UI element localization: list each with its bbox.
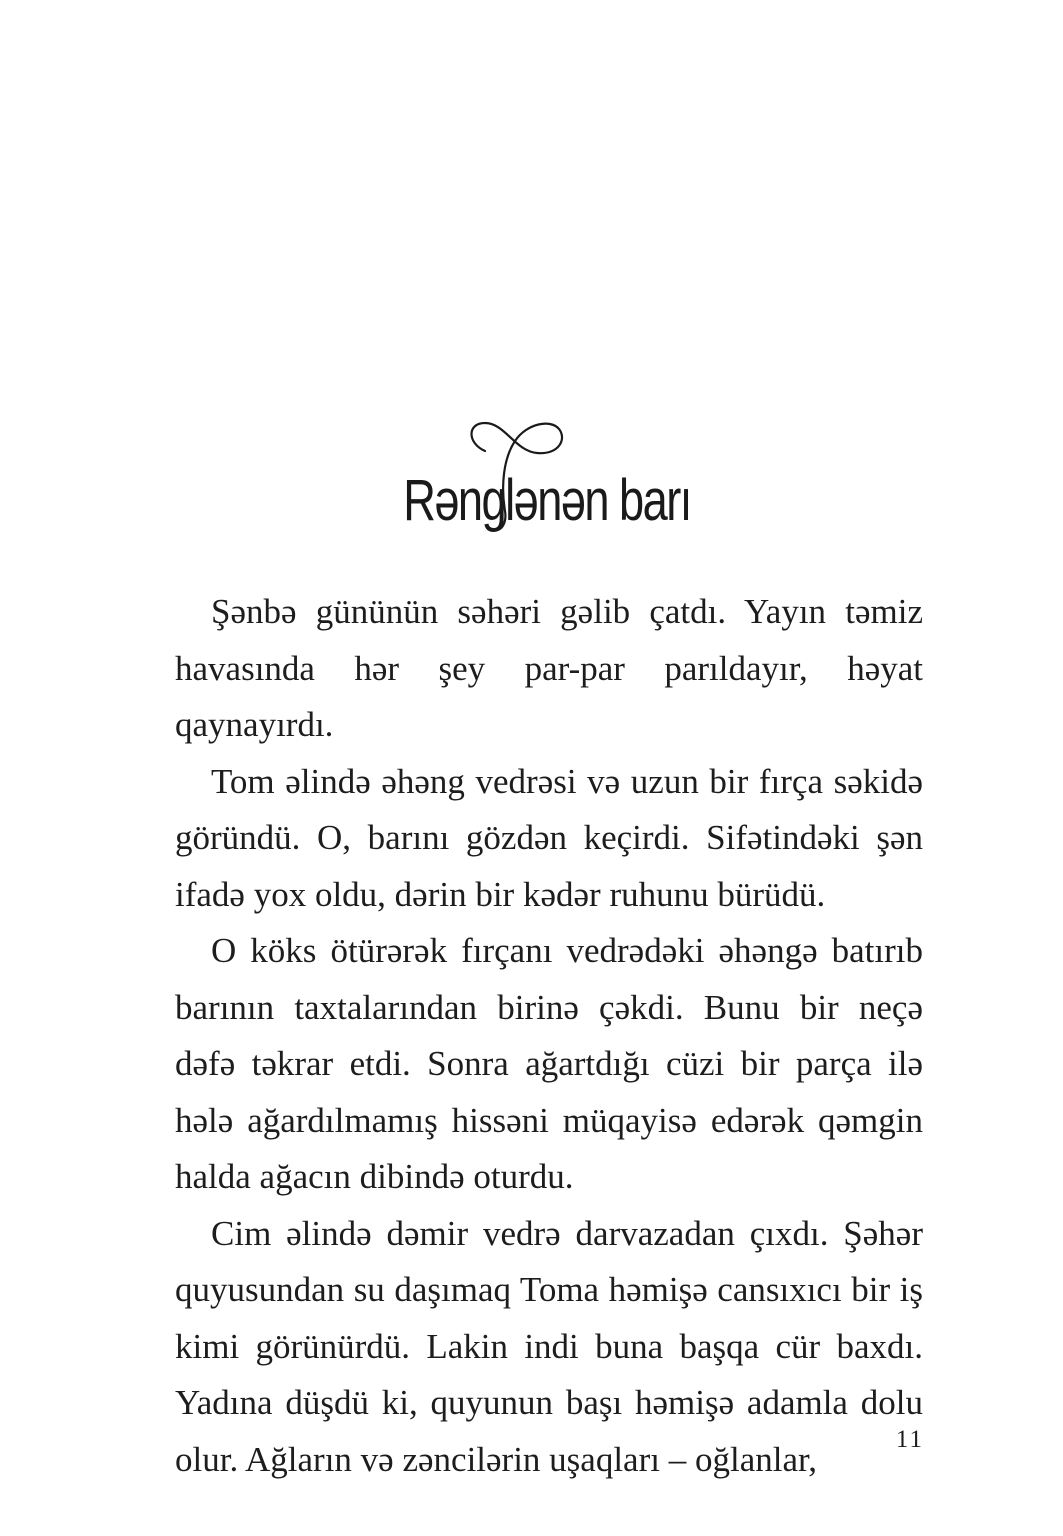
paragraph: O köks ötürərək fırçanı vedrədəki əhəngə batırıb barının taxtalarından birinə çəkdi. Bunu bir neçə dəfə təkrar etdi. Sonra ağartdığı cüzi bir parça ilə hələ ağardılmamış hissəni müqayisə edərək qəmgin halda ağacın dibində oturdu.: [175, 931, 923, 1196]
chapter-title: Rənglənən barı: [403, 468, 691, 533]
page-number: 11: [895, 1426, 924, 1453]
body-text: [175, 584, 923, 1488]
chapter-heading: [0, 405, 1063, 545]
paragraph: Tom əlində əhəng vedrəsi və uzun bir fırça səkidə göründü. O, barını gözdən keçirdi. Sifətindəki şən ifadə yox oldu, dərin bir kədər ruhunu bürüdü.: [175, 761, 923, 914]
paragraph: Cim əlində dəmir vedrə darvazadan çıxdı. Şəhər quyusundan su daşımaq Toma həmişə cansıxıcı bir iş kimi görünürdü. Lakin indi buna başqa cür baxdı. Yadına düşdü ki, quyunun başı həmişə adamla dolu olur. Ağların və zəncilərin uşaqları – oğlanlar,: [175, 1213, 923, 1479]
paragraph: Şənbə gününün səhəri gəlib çatdı. Yayın təmiz havasında hər şey par-par parıldayır, həyat qaynayırdı.: [175, 592, 923, 744]
